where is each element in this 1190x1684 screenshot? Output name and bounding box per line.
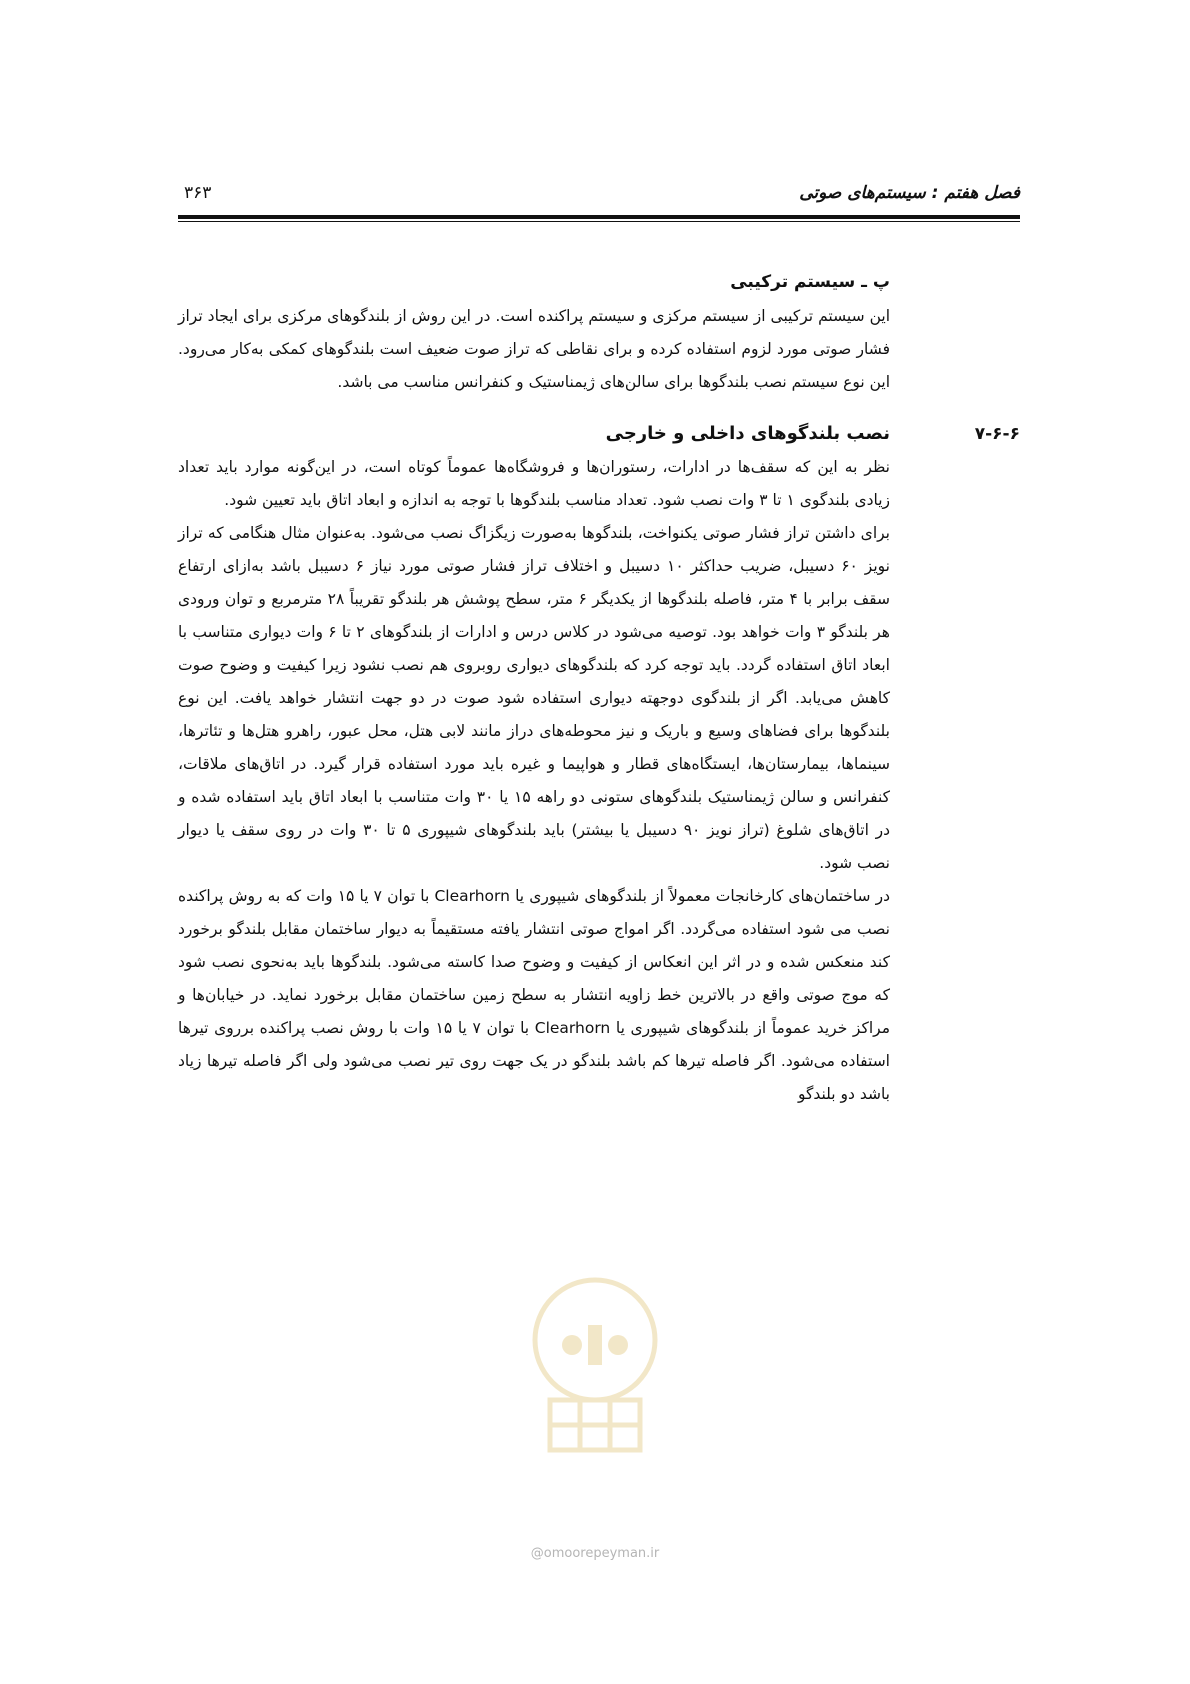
page-header bbox=[178, 183, 1020, 213]
header-rule-thin bbox=[178, 221, 1020, 222]
subsection-heading: پ ـ سیستم ترکیبی bbox=[730, 272, 890, 292]
section-paragraph-3: در ساختمان‌های کارخانجات معمولاً از بلندگوهای شیپوری یا Clearhorn با توان ۷ یا ۱۵ وات که به روش پراکنده نصب می شود استفاده می‌گردد. اگر امواج صوتی انتشار یافته مستقیماً به دیوار ساختمان مقابل بلندگو برخورد کند منعکس شده و در اثر این انعکاس از کیفیت و وضوح صدا کاسته می‌شود. بلندگوها باید به‌نحوی نصب شود که موج صوتی واقع در بالاترین خط زاویه انتشار به سطح زمین ساختمان مقابل برخورد نماید. در خیابان‌ها و مراکز خرید عموماً از بلندگوهای شیپوری یا Clearhorn با توان ۷ یا ۱۵ وات با روش نصب پراکنده برروی تیرها استفاده می‌شود. اگر فاصله تیرها کم باشد بلندگو در یک جهت روی تیر نصب می‌شود ولی اگر فاصله تیرها زیاد باشد دو بلندگو bbox=[178, 887, 891, 1103]
watermark-logo-icon bbox=[510, 1250, 680, 1470]
chapter-title: فصل هفتم : سیستم‌های صوتی bbox=[799, 183, 1020, 203]
body-content bbox=[178, 264, 1020, 1111]
header-rule-thick bbox=[178, 215, 1020, 219]
section-title: نصب بلندگوهای داخلی و خارجی bbox=[605, 423, 890, 444]
subsection-paragraph: این سیستم ترکیبی از سیستم مرکزی و سیستم پراکنده است. در این روش از بلندگوهای مرکزی برای ایجاد تراز فشار صوتی مورد لزوم استفاده کرده و برای نقاطی که تراز صوت ضعیف است بلندگوهای کمکی به‌کار می‌رود. این نوع سیستم نصب بلندگوها برای سالن‌های ژیمناستیک و کنفرانس مناسب می باشد. bbox=[178, 307, 890, 391]
section-number: ۷-۶-۶ bbox=[974, 424, 1020, 444]
watermark-site: @omoorepeyman.ir bbox=[530, 1546, 660, 1561]
page-number: ۳۶۳ bbox=[184, 183, 212, 203]
section-paragraph-1: نظر به این که سقف‌ها در ادارات، رستوران‌ها و فروشگاه‌ها عموماً کوتاه است، در این‌گونه موارد باید تعداد زیادی بلندگوی ۱ تا ۳ وات نصب شود. تعداد مناسب بلندگوها با توجه به اندازه و ابعاد اتاق باید تعیین شود. bbox=[178, 458, 890, 509]
section-heading-row bbox=[178, 417, 1020, 451]
section-paragraph-2: برای داشتن تراز فشار صوتی یکنواخت، بلندگوها به‌صورت زیگزاگ نصب می‌شود. به‌عنوان مثال هنگامی که تراز نویز ۶۰ دسیبل، ضریب حداکثر ۱۰ دسیبل و اختلاف تراز فشار صوتی مورد نیاز ۶ دسیبل باشد به‌ازای ارتفاع سقف برابر با ۴ متر، فاصله بلندگوها از یکدیگر ۶ متر، سطح پوشش هر بلندگو تقریباً ۲۸ مترمربع و توان ورودی هر بلندگو ۳ وات خواهد بود. توصیه می‌شود در کلاس درس و ادارات از بلندگوهای ۲ تا ۶ وات دیواری متناسب با ابعاد اتاق استفاده گردد. باید توجه کرد که بلندگوهای دیواری روبروی هم نصب نشود زیرا کیفیت و وضوح صوت کاهش می‌یابد. اگر از بلندگوی دوجهته دیواری استفاده شود صوت در دو جهت انتشار خواهد یافت. این نوع بلندگوها برای فضاهای وسیع و باریک و نیز محوطه‌های دراز مانند لابی هتل، محل عبور، راهرو هتل‌ها و تئاترها، سینماها، بیمارستان‌ها، ایستگاه‌های قطار و هواپیما و غیره باید مورد استفاده قرار گیرد. در اتاق‌های ملاقات، کنفرانس و سالن ژیمناستیک بلندگوهای ستونی دو راهه ۱۵ یا ۳۰ وات متناسب با ابعاد اتاق باید استفاده شده و در اتاق‌های شلوغ (تراز نویز ۹۰ دسیبل یا بیشتر) باید بلندگوهای شیپوری ۵ تا ۳۰ وات در روی سقف یا دیوار نصب شود. bbox=[178, 524, 891, 872]
